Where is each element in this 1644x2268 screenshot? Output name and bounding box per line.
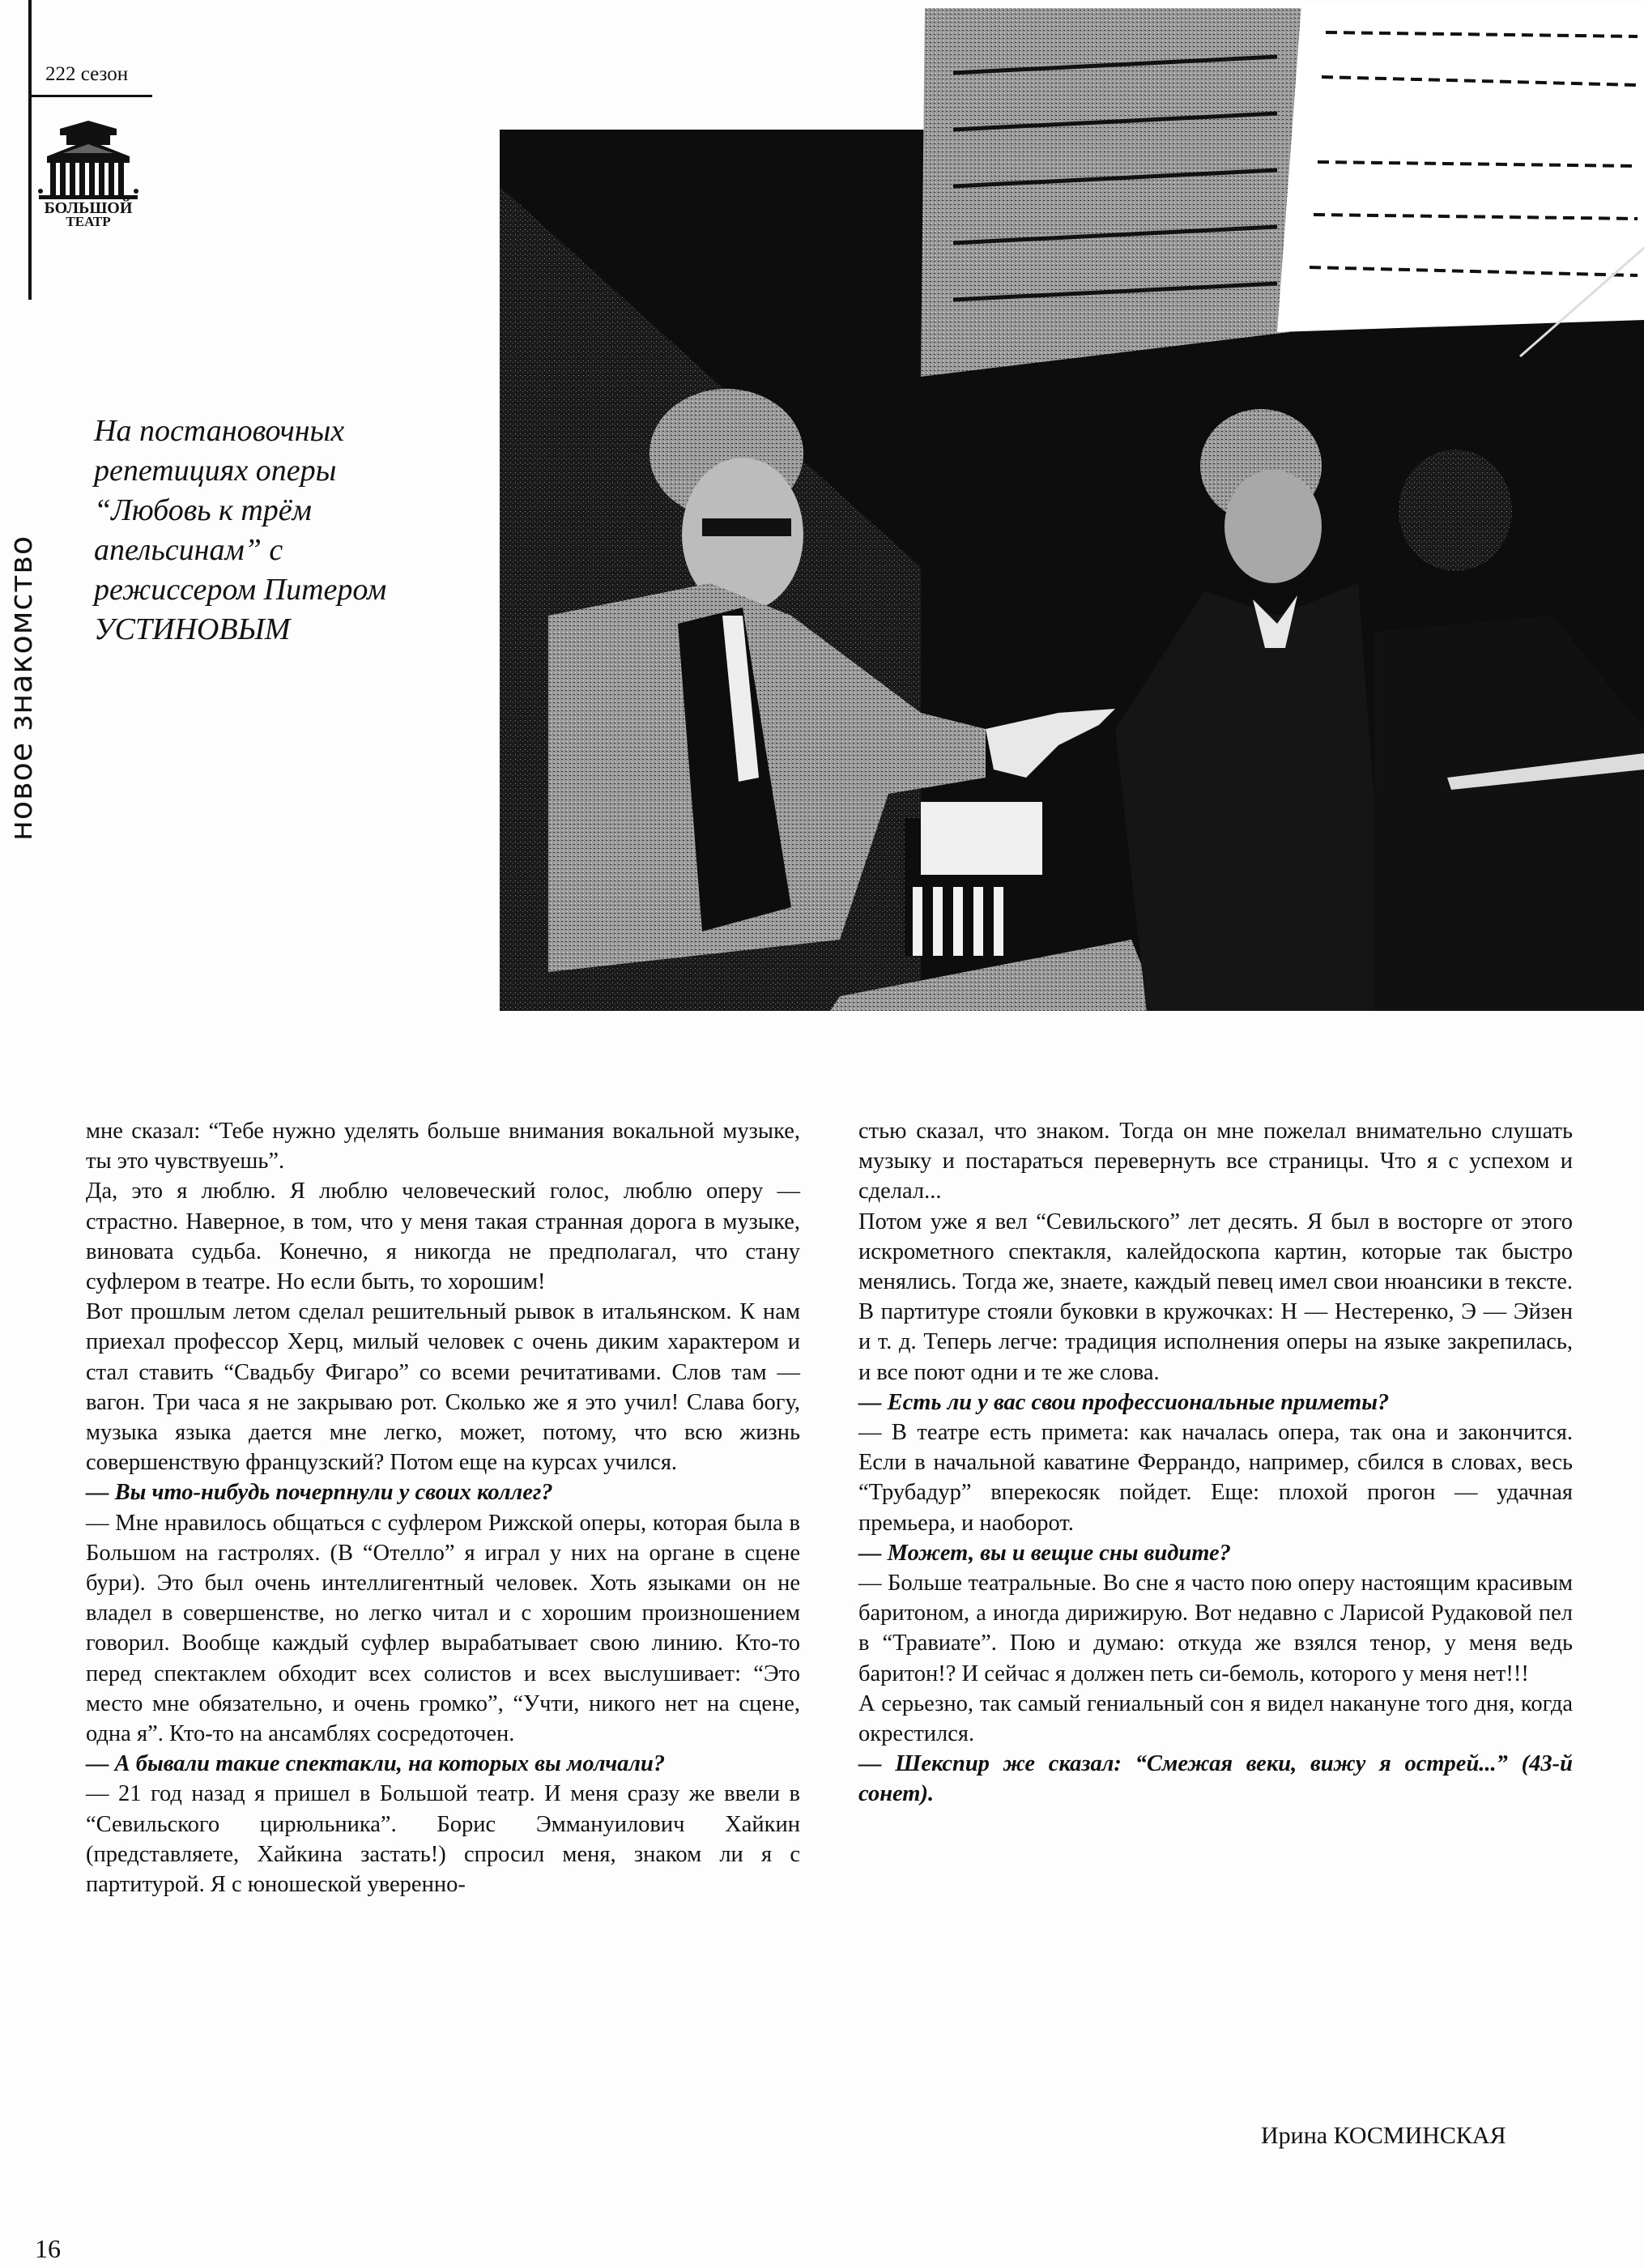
caption-line: апельсинам” с bbox=[94, 533, 283, 567]
bolshoi-theatre-facade-icon bbox=[36, 117, 141, 227]
vertical-divider bbox=[28, 0, 32, 300]
section-rubric bbox=[0, 24, 47, 841]
interview-question: — А бывали такие спектакли, на которых вы молчали? bbox=[86, 1751, 666, 1777]
season-label: 222 сезон bbox=[45, 63, 129, 85]
svg-text:БОЛЬШОЙ: БОЛЬШОЙ bbox=[44, 199, 133, 217]
paragraph: — Мне нравилось общаться с суфлером Рижской оперы, которая была в Большом на гастролях. (В “Отелло” я играл у них на органе в сцене бури). Это был очень интеллигентный человек. Хоть языками он не владел в совершенстве, но легко читал и с хорошим произношением говорил. Вообще каждый суфлер вырабатывает свою линию. Кто-то перед спектаклем обходит всех солистов и всех выслушивает: “Это место мне обязательно, и очень громко”, “Учти, никого нет на сцене, одна я”. Кто-то на ансамблях сосредоточен. bbox=[86, 1510, 800, 1747]
author-signature: Ирина КОСМИНСКАЯ bbox=[1261, 2122, 1506, 2149]
paragraph: Да, это я люблю. Я люблю человеческий голос, люблю оперу — страстно. Наверное, в том, что у меня такая странная дорога в музыке, виновата судьба. Конечно, я никогда не предполагал, что стану суфлером в театре. Но если быть, то хорошим! bbox=[86, 1179, 800, 1295]
paragraph: мне сказал: “Тебе нужно уделять больше внимания вокальной музыке, ты это чувствуешь”. bbox=[86, 1119, 800, 1174]
rubric-label: новое знакомство bbox=[3, 535, 39, 841]
bolshoi-theatre-logo bbox=[36, 117, 141, 227]
caption-line: “Любовь к трём bbox=[94, 493, 312, 527]
paragraph: стью сказал, что знаком. Тогда он мне пожелал внимательно слушать музыку и постараться перевернуть все страницы. Что я с успехом и сделал... bbox=[858, 1119, 1573, 1204]
page-number: 16 bbox=[35, 2234, 61, 2263]
article-column-left bbox=[86, 1116, 800, 1899]
photo-caption bbox=[94, 411, 458, 650]
interview-question: — Шекспир же сказал: “Смежая веки, вижу я острей...” (43-й сонет). bbox=[858, 1751, 1573, 1807]
caption-line: режиссером Питером bbox=[94, 573, 387, 607]
paragraph: — Больше театральные. Во сне я часто пою оперу настоящим красивым баритоном, а иногда дирижирую. Вот недавно с Ларисой Рудаковой пел в “Травиате”. Пою и думаю: откуда же взялся тенор, у меня ведь баритон!? И сейчас я должен петь си-бемоль, которого у меня нет!!! bbox=[858, 1571, 1573, 1686]
article-column-right bbox=[858, 1116, 1573, 1810]
paragraph: Вот прошлым летом сделал решительный рывок в итальянском. К нам приехал профессор Херц, милый человек с очень диким характером и стал ставить “Свадьбу Фигаро” со всеми речитативами. Слов там — вагон. Три часа я не закрываю рот. Сколько же я это учил! Слава богу, музыка языка дается мне легко, может, потому, что всю жизнь совершенствую французский? Потом еще на курсах учился. bbox=[86, 1299, 800, 1476]
paragraph: — 21 год назад я пришел в Большой театр. И меня сразу же ввели в “Севильского цирюльника”. Борис Эммануилович Хайкин (представляете, Хайкина застать!) спросил меня, знаком ли я с партитурой. Я с юношеской уверенно- bbox=[86, 1781, 800, 1898]
paragraph: А серьезно, так самый гениальный сон я видел накануне того дня, когда окрестился. bbox=[858, 1690, 1573, 1747]
paragraph: — В театре есть примета: как началась опера, так она и закончится. Если в начальной каватине Феррандо, например, сбился в словах, весь “Трубадур” вперекосяк пойдет. Еще: плохой прогон — удачная премьера, и наоборот. bbox=[858, 1420, 1573, 1536]
caption-line: репетициях оперы bbox=[94, 454, 337, 488]
svg-text:ТЕАТР: ТЕАТР bbox=[66, 214, 111, 227]
paragraph: Потом уже я вел “Севильского” лет десять. Я был в восторге от этого искрометного спектакля, калейдоскопа картин, которые так быстро менялись. Тогда же, знаете, каждый певец имел свои нюансики в тексте. В партитуре стояли буковки в кружочках: Н — Нестеренко, Э — Эйзен и т. д. Теперь легче: традиция исполнения оперы на языке закрепилась, и все поют одни и те же слова. bbox=[858, 1209, 1573, 1385]
interview-question: — Может, вы и вещие сны видите? bbox=[858, 1540, 1231, 1566]
interview-question: — Вы что-нибудь почерпнули у своих коллег? bbox=[86, 1480, 553, 1506]
rehearsal-photo bbox=[500, 0, 1644, 1021]
interview-question: — Есть ли у вас свои профессиональные приметы? bbox=[858, 1389, 1390, 1415]
header-divider bbox=[28, 95, 152, 97]
caption-line: На постановочных bbox=[94, 414, 345, 448]
caption-line: УСТИНОВЫМ bbox=[94, 612, 291, 646]
